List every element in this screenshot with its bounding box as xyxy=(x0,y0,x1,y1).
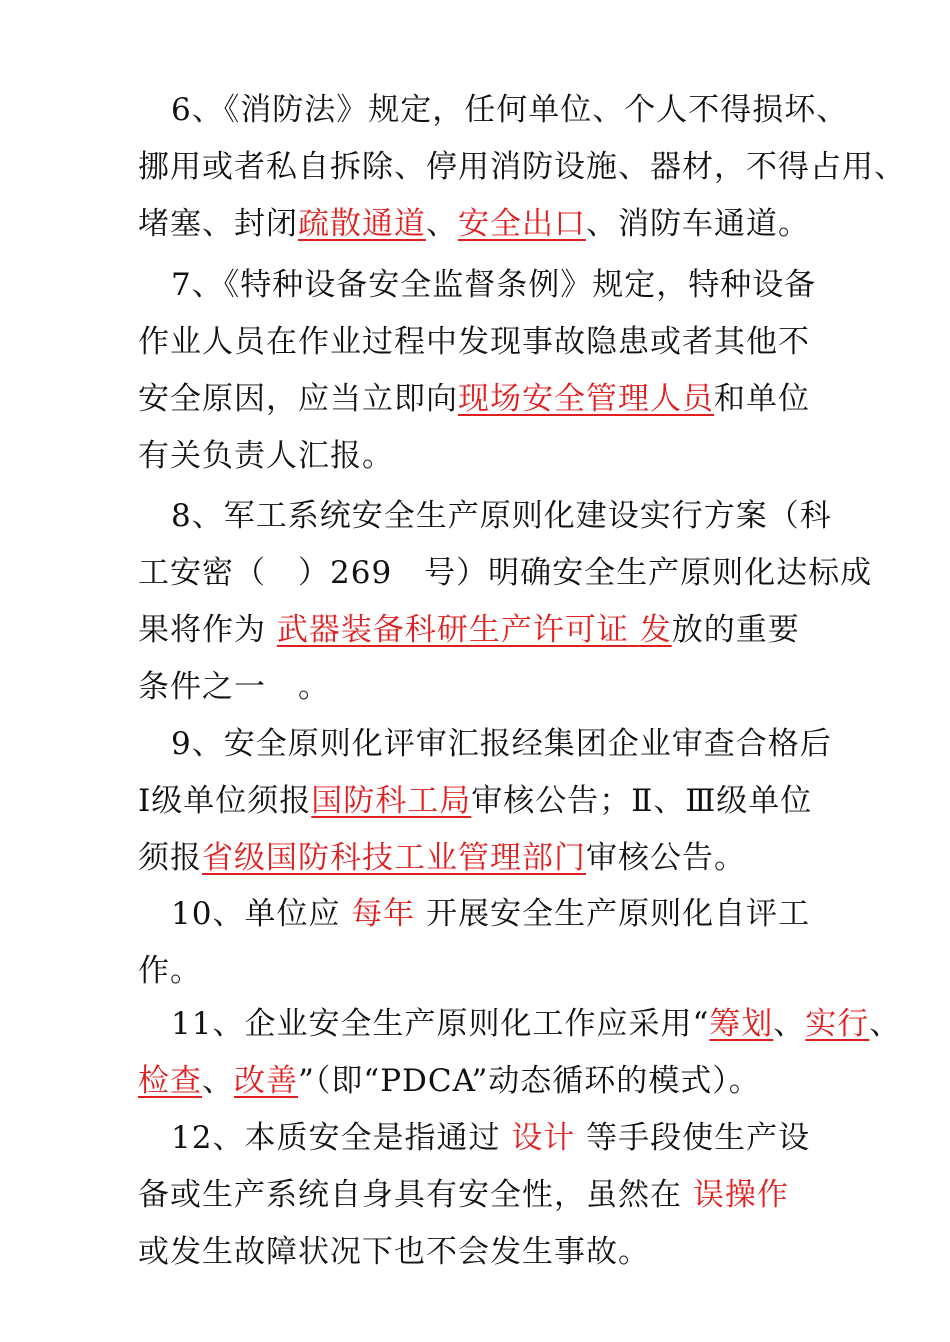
question-9 xyxy=(138,716,898,887)
text-line xyxy=(138,1224,898,1281)
body-text: 、消防车通道。 xyxy=(586,206,810,242)
body-text: Ⅰ级单位须报 xyxy=(138,783,312,819)
body-text: 须报 xyxy=(138,840,202,876)
answer-text: 疏散通道 xyxy=(298,206,426,242)
text-line xyxy=(138,1167,898,1224)
body-text: 作。 xyxy=(138,953,202,989)
answer-text: 现场安全管理人员 xyxy=(458,381,714,417)
text-line xyxy=(138,659,898,716)
body-text: 堵塞、封闭 xyxy=(138,206,298,242)
body-text: 果将作为 xyxy=(138,612,277,648)
answer-text: 筹划 xyxy=(709,1006,774,1042)
answer-text: 安全出口 xyxy=(458,206,586,242)
text-line xyxy=(138,943,898,1000)
question-10 xyxy=(138,886,898,1000)
answer-text: 发 xyxy=(639,612,672,648)
body-text: ”（即“PDCA”动态循环的模式）。 xyxy=(298,1063,761,1099)
body-text: 和单位 xyxy=(714,381,810,417)
text-line xyxy=(138,830,898,887)
text-line xyxy=(138,314,898,371)
question-6 xyxy=(138,82,906,253)
text-line xyxy=(138,371,898,428)
text-line xyxy=(138,1110,898,1167)
body-text: 、 xyxy=(426,206,458,242)
body-text: 等手段使生产设 xyxy=(575,1120,811,1156)
text-line xyxy=(138,139,906,196)
body-text: 、 xyxy=(869,1006,902,1042)
text-line xyxy=(138,602,898,659)
answer-text: 每年 xyxy=(351,896,416,932)
answer-text: 检查 xyxy=(138,1063,202,1099)
body-text: 工安密（ ）269 号）明确安全生产原则化达标成 xyxy=(138,555,873,591)
body-text: 安全原因，应当立即向 xyxy=(138,381,458,417)
text-line xyxy=(138,545,898,602)
body-text: 10、单位应 xyxy=(171,896,352,932)
text-line xyxy=(138,257,898,314)
body-text: 条件之一 。 xyxy=(138,669,330,705)
text-line xyxy=(138,488,898,545)
body-text: 挪用或者私自拆除、停用消防设施、器材，不得占用、 xyxy=(138,149,906,185)
answer-text: 实行 xyxy=(805,1006,870,1042)
answer-text: 武器装备科研生产许可证 xyxy=(276,612,640,648)
body-text: 6、《消防法》规定，任何单位、个人不得损坏、 xyxy=(171,92,849,128)
body-text: 开展安全生产原则化自评工 xyxy=(415,896,811,932)
body-text: 11、企业安全生产原则化工作应采用“ xyxy=(171,1006,710,1042)
body-text: 7、《特种设备安全监督条例》规定，特种设备 xyxy=(171,267,817,303)
body-text: 或发生故障状况下也不会发生事故。 xyxy=(138,1234,650,1270)
answer-text: 国防科工局 xyxy=(311,783,472,819)
body-text: 放的重要 xyxy=(671,612,800,648)
answer-text: 省级国防科技工业管理部门 xyxy=(202,840,586,876)
body-text: 作业人员在作业过程中发现事故隐患或者其他不 xyxy=(138,324,810,360)
body-text: 审核公告。 xyxy=(586,840,746,876)
question-11 xyxy=(138,996,902,1110)
body-text: 8、军工系统安全生产原则化建设实行方案（科 xyxy=(171,498,832,534)
text-line xyxy=(138,773,898,830)
question-8 xyxy=(138,488,898,716)
question-7 xyxy=(138,257,898,485)
body-text: 、 xyxy=(202,1063,234,1099)
text-line xyxy=(138,196,898,253)
body-text: 、 xyxy=(773,1006,806,1042)
question-12 xyxy=(138,1110,898,1281)
body-text: 审核公告；Ⅱ、Ⅲ级单位 xyxy=(471,783,813,819)
body-text: 12、本质安全是指通过 xyxy=(171,1120,512,1156)
answer-text: 误操作 xyxy=(692,1177,789,1213)
body-text: 有关负责人汇报。 xyxy=(138,438,394,474)
text-line xyxy=(138,428,898,485)
body-text: 9、安全原则化评审汇报经集团企业审查合格后 xyxy=(171,726,832,762)
body-text: 备或生产系统自身具有安全性，虽然在 xyxy=(138,1177,693,1213)
text-line xyxy=(138,886,898,943)
answer-text: 设计 xyxy=(511,1120,576,1156)
text-line xyxy=(138,1053,898,1110)
answer-text: 改善 xyxy=(234,1063,298,1099)
text-line xyxy=(138,82,898,139)
text-line xyxy=(138,996,902,1053)
text-line xyxy=(138,716,898,773)
